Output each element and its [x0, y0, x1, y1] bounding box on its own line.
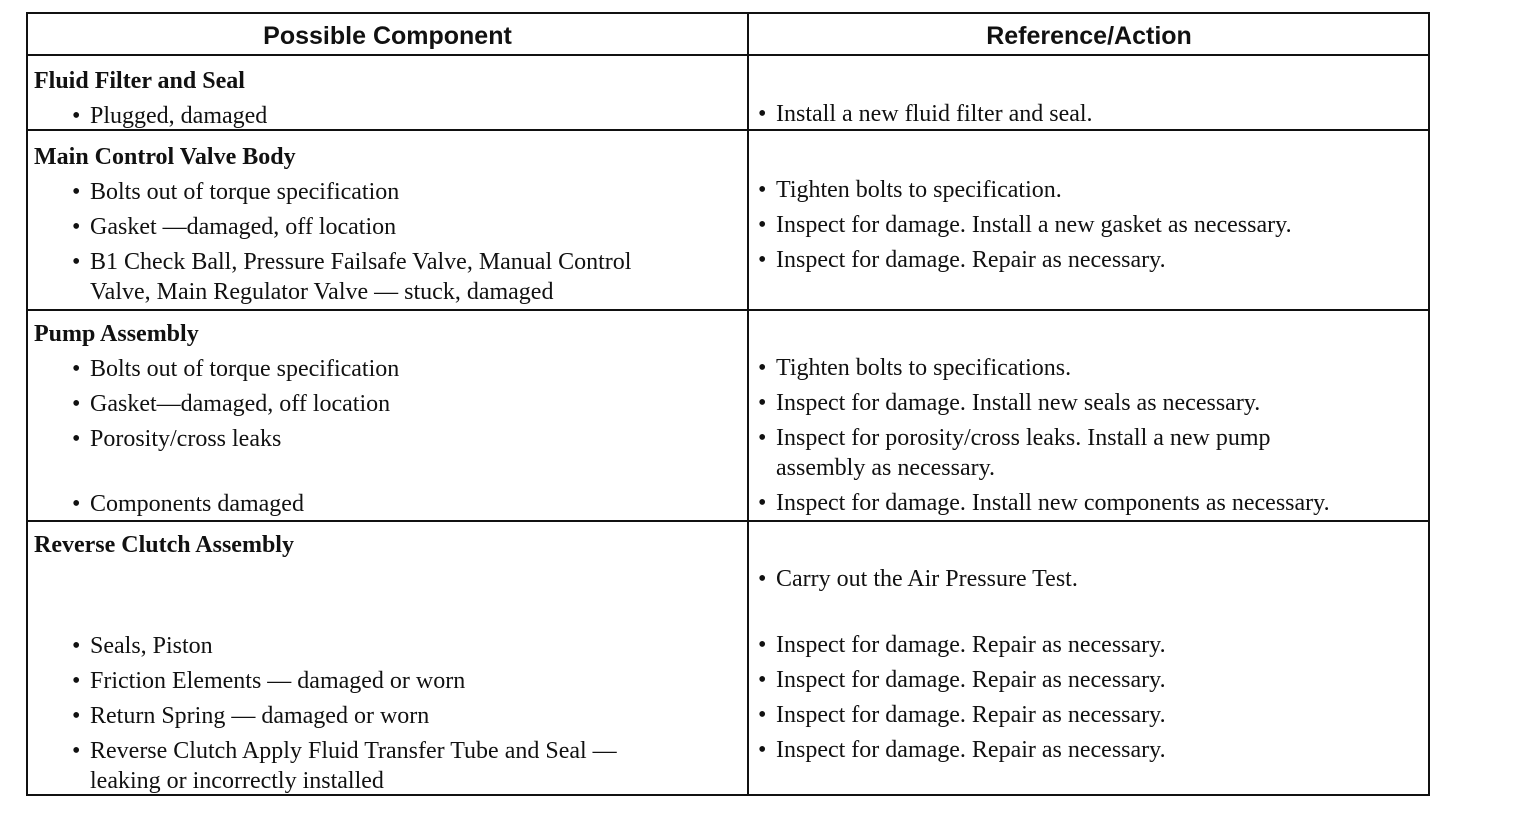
- action-item: • Tighten bolts to specification.: [758, 177, 1062, 203]
- troubleshooting-table: [26, 12, 1430, 796]
- section-title: Reverse Clutch Assembly: [34, 532, 294, 558]
- action-item: • Tighten bolts to specifications.: [758, 355, 1072, 381]
- section-divider: [28, 309, 1428, 311]
- column-header-component: Possible Component: [263, 22, 512, 50]
- component-item: • Bolts out of torque specification: [72, 356, 400, 382]
- component-item: • Gasket —damaged, off location: [72, 214, 397, 240]
- action-item: • Inspect for damage. Install new seals as necessary.: [758, 390, 1261, 416]
- component-item: • Friction Elements — damaged or worn: [72, 668, 466, 694]
- action-item: • Inspect for damage. Repair as necessary.: [758, 737, 1166, 763]
- action-item: • Inspect for porosity/cross leaks. Install a new pump assembly as necessary.: [758, 425, 1271, 481]
- action-item: • Inspect for damage. Repair as necessary.: [758, 702, 1166, 728]
- section-title: Main Control Valve Body: [34, 144, 296, 170]
- component-item: • Bolts out of torque specification: [72, 179, 400, 205]
- action-item: • Inspect for damage. Repair as necessary.: [758, 667, 1166, 693]
- action-item: • Carry out the Air Pressure Test.: [758, 566, 1078, 592]
- column-header-action: Reference/Action: [986, 22, 1192, 50]
- header-divider: [28, 54, 1428, 56]
- action-item: • Install a new fluid filter and seal.: [758, 101, 1093, 127]
- component-item: • Components damaged: [72, 491, 304, 517]
- action-item: • Inspect for damage. Repair as necessary.: [758, 247, 1166, 273]
- action-item: • Inspect for damage. Install a new gasket as necessary.: [758, 212, 1292, 238]
- component-item: • B1 Check Ball, Pressure Failsafe Valve, Manual Control Valve, Main Regulator Valve — stuck, damaged: [72, 249, 632, 305]
- component-item: • Return Spring — damaged or worn: [72, 703, 430, 729]
- component-item: • Reverse Clutch Apply Fluid Transfer Tube and Seal — leaking or incorrectly installed: [72, 738, 617, 794]
- component-item: • Seals, Piston: [72, 633, 213, 659]
- column-divider: [747, 14, 749, 794]
- component-item: • Porosity/cross leaks: [72, 426, 282, 452]
- component-item: • Gasket—damaged, off location: [72, 391, 391, 417]
- section-title: Pump Assembly: [34, 321, 199, 347]
- section-divider: [28, 520, 1428, 522]
- action-item: • Inspect for damage. Repair as necessary.: [758, 632, 1166, 658]
- action-item: • Inspect for damage. Install new components as necessary.: [758, 490, 1330, 516]
- section-title: Fluid Filter and Seal: [34, 68, 245, 94]
- component-item: • Plugged, damaged: [72, 103, 268, 129]
